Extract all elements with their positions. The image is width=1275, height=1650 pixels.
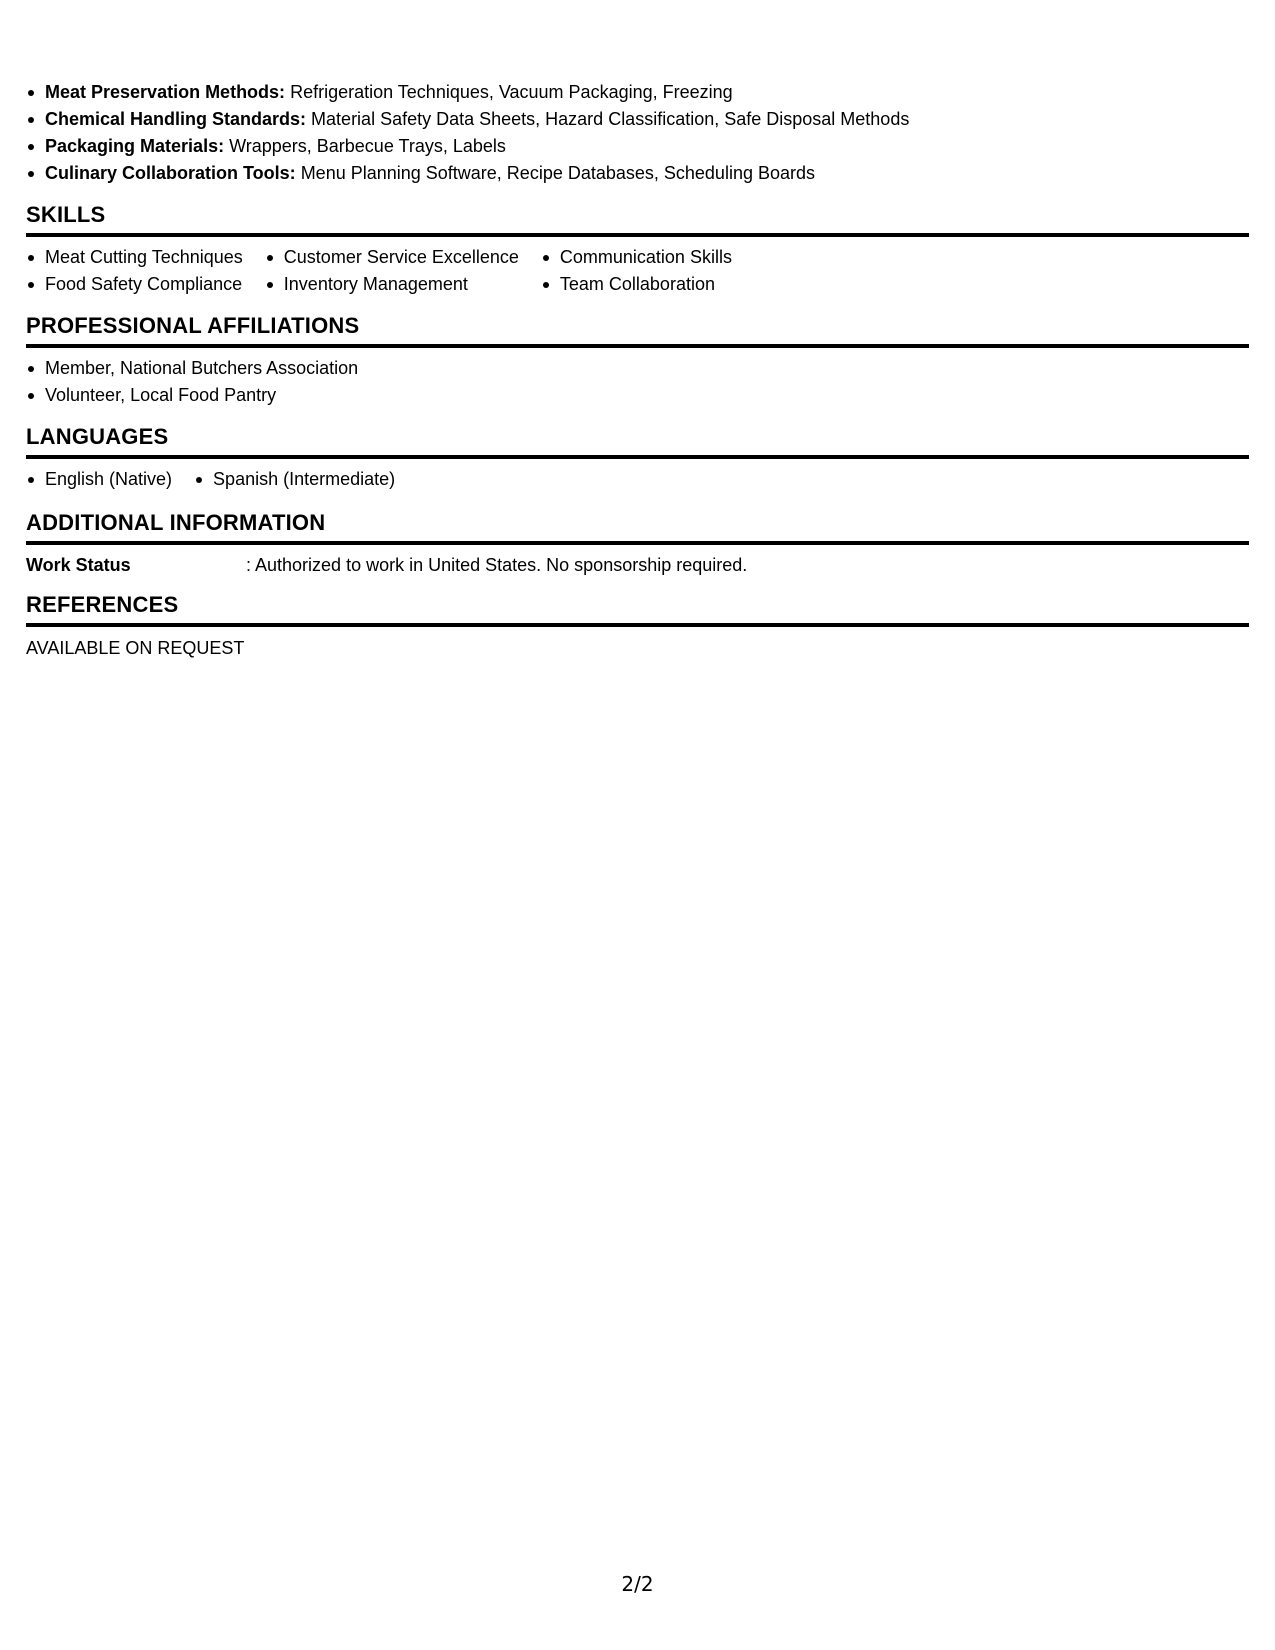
work-status-value: : Authorized to work in United States. No sponsorship required.	[246, 555, 748, 575]
affiliation-item: Volunteer, Local Food Pantry	[26, 382, 358, 409]
additional-info-heading: ADDITIONAL INFORMATION	[26, 510, 1249, 545]
skill-item: Food Safety Compliance	[26, 271, 243, 298]
item-label: Packaging Materials:	[45, 136, 225, 156]
references-text: AVAILABLE ON REQUEST	[26, 638, 245, 658]
technical-knowledge-list	[26, 79, 909, 187]
item-label: Meat Preservation Methods:	[45, 82, 286, 102]
skills-column	[541, 244, 732, 298]
language-column	[26, 466, 172, 493]
language-item: English (Native)	[26, 466, 172, 493]
references-heading: REFERENCES	[26, 592, 1249, 627]
item-text: Refrigeration Techniques, Vacuum Packaging, Freezing	[285, 82, 733, 102]
skills-heading: SKILLS	[26, 202, 1249, 237]
skills-column	[265, 244, 519, 298]
resume-page	[26, 0, 1249, 1650]
skill-item: Team Collaboration	[541, 271, 732, 298]
languages-heading: LANGUAGES	[26, 424, 1249, 459]
skills-column	[26, 244, 243, 298]
affiliations-heading: PROFESSIONAL AFFILIATIONS	[26, 313, 1249, 348]
language-column	[194, 466, 395, 493]
item-text: Material Safety Data Sheets, Hazard Classification, Safe Disposal Methods	[306, 109, 910, 129]
list-item	[26, 133, 909, 160]
list-item	[26, 106, 909, 133]
affiliation-item: Member, National Butchers Association	[26, 355, 358, 382]
work-status-label: Work Status	[26, 555, 131, 575]
list-item	[26, 79, 909, 106]
item-label: Culinary Collaboration Tools:	[45, 163, 296, 183]
page-number: 2/2	[621, 1572, 654, 1596]
affiliations-list	[26, 355, 358, 409]
skill-item: Communication Skills	[541, 244, 732, 271]
list-item	[26, 160, 909, 187]
languages-list	[26, 466, 417, 493]
skill-item: Inventory Management	[265, 271, 519, 298]
item-text: Wrappers, Barbecue Trays, Labels	[224, 136, 506, 156]
skill-item: Meat Cutting Techniques	[26, 244, 243, 271]
item-label: Chemical Handling Standards:	[45, 109, 307, 129]
language-item: Spanish (Intermediate)	[194, 466, 395, 493]
skill-item: Customer Service Excellence	[265, 244, 519, 271]
item-text: Menu Planning Software, Recipe Databases, Scheduling Boards	[295, 163, 815, 183]
skills-columns	[26, 244, 754, 298]
